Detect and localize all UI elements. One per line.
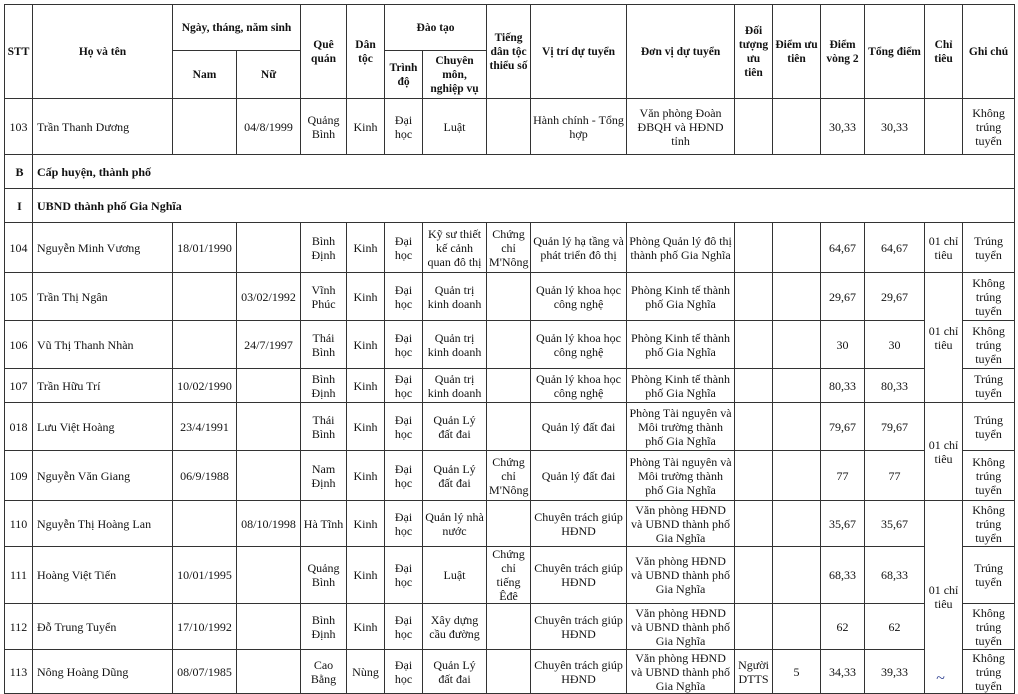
cell-female-dob	[237, 604, 301, 650]
cell-hometown: Bình Định	[301, 223, 347, 273]
cell-note: Không trúng tuyển	[963, 604, 1015, 650]
cell-note: Không trúng tuyển	[963, 650, 1015, 694]
cell-ethnicity: Kinh	[347, 547, 385, 604]
cell-male-dob: 23/4/1991	[173, 403, 237, 451]
header-ethnicity: Dân tộc	[347, 5, 385, 99]
cell-specialty: Quản Lý đất đai	[423, 403, 487, 451]
cell-total: 64,67	[865, 223, 925, 273]
cell-female-dob: 08/10/1998	[237, 501, 301, 547]
cell-level: Đại học	[385, 604, 423, 650]
cell-ethnicity: Kinh	[347, 501, 385, 547]
section-stt: I	[5, 189, 33, 223]
cell-level: Đại học	[385, 650, 423, 694]
section-title: UBND thành phố Gia Nghĩa	[33, 189, 1015, 223]
cell-language	[487, 369, 531, 403]
cell-position: Quản lý khoa học công nghệ	[531, 273, 627, 321]
cell-ethnicity: Kinh	[347, 99, 385, 155]
cell-position: Chuyên trách giúp HĐND	[531, 650, 627, 694]
cell-male-dob: 08/07/1985	[173, 650, 237, 694]
cell-priority-group	[735, 451, 773, 501]
cell-specialty: Xây dựng cầu đường	[423, 604, 487, 650]
cell-language: Chứng chỉ M'Nông	[487, 451, 531, 501]
cell-note: Trúng tuyển	[963, 403, 1015, 451]
cell-ethnicity: Kinh	[347, 369, 385, 403]
cell-name: Trần Thị Ngân	[33, 273, 173, 321]
section-title: Cấp huyện, thành phố	[33, 155, 1015, 189]
cell-specialty: Luật	[423, 547, 487, 604]
cell-position: Chuyên trách giúp HĐND	[531, 604, 627, 650]
section-row	[5, 155, 1015, 189]
cell-ethnicity: Kinh	[347, 273, 385, 321]
header-stt: STT	[5, 5, 33, 99]
cell-specialty: Quản Lý đất đai	[423, 650, 487, 694]
cell-stt: 107	[5, 369, 33, 403]
cell-language	[487, 501, 531, 547]
cell-priority-group	[735, 403, 773, 451]
header-training: Đào tạo	[385, 5, 487, 51]
cell-female-dob	[237, 650, 301, 694]
cell-priority-points	[773, 547, 821, 604]
header-name: Họ và tên	[33, 5, 173, 99]
cell-male-dob	[173, 273, 237, 321]
cell-note: Trúng tuyển	[963, 223, 1015, 273]
cell-unit: Văn phòng HĐND và UBND thành phố Gia Nghĩa	[627, 650, 735, 694]
cell-unit: Phòng Tài nguyên và Môi trường thành phố Gia Nghĩa	[627, 403, 735, 451]
cell-round2: 68,33	[821, 547, 865, 604]
cell-stt: 111	[5, 547, 33, 604]
cell-stt: 109	[5, 451, 33, 501]
cell-ethnicity: Kinh	[347, 403, 385, 451]
cell-priority-group: Người DTTS	[735, 650, 773, 694]
cell-unit: Văn phòng HĐND và UBND thành phố Gia Nghĩa	[627, 604, 735, 650]
cell-name: Nguyễn Minh Vương	[33, 223, 173, 273]
cell-stt: 018	[5, 403, 33, 451]
cell-position: Quản lý hạ tầng và phát triển đô thị	[531, 223, 627, 273]
cell-priority-points	[773, 604, 821, 650]
cell-round2: 35,67	[821, 501, 865, 547]
cell-priority-points	[773, 403, 821, 451]
cell-level: Đại học	[385, 547, 423, 604]
cell-position: Hành chính - Tổng hợp	[531, 99, 627, 155]
cell-specialty: Quản Lý đất đai	[423, 451, 487, 501]
cell-specialty: Luật	[423, 99, 487, 155]
cell-male-dob: 10/02/1990	[173, 369, 237, 403]
cell-priority-group	[735, 501, 773, 547]
cell-note: Không trúng tuyển	[963, 501, 1015, 547]
cell-total: 80,33	[865, 369, 925, 403]
cell-total: 35,67	[865, 501, 925, 547]
cell-priority-group	[735, 321, 773, 369]
table-row	[5, 369, 1015, 403]
header-minority-language: Tiếng dân tộc thiểu số	[487, 5, 531, 99]
cell-unit: Văn phòng HĐND và UBND thành phố Gia Nghĩa	[627, 547, 735, 604]
cell-total: 62	[865, 604, 925, 650]
cell-specialty: Kỹ sư thiết kế cảnh quan đô thị	[423, 223, 487, 273]
cell-round2: 79,67	[821, 403, 865, 451]
table-row	[5, 501, 1015, 547]
cell-total: 30,33	[865, 99, 925, 155]
header-position: Vị trí dự tuyển	[531, 5, 627, 99]
cell-round2: 29,67	[821, 273, 865, 321]
cell-stt: 105	[5, 273, 33, 321]
cell-unit: Phòng Tài nguyên và Môi trường thành phố Gia Nghĩa	[627, 451, 735, 501]
cell-female-dob	[237, 403, 301, 451]
cell-priority-points	[773, 451, 821, 501]
cell-specialty: Quản trị kinh doanh	[423, 273, 487, 321]
cell-total: 77	[865, 451, 925, 501]
cell-female-dob: 04/8/1999	[237, 99, 301, 155]
cell-ethnicity: Kinh	[347, 223, 385, 273]
header-male: Nam	[173, 51, 237, 99]
cell-position: Chuyên trách giúp HĐND	[531, 547, 627, 604]
cell-stt: 106	[5, 321, 33, 369]
header-specialty: Chuyên môn, nghiệp vụ	[423, 51, 487, 99]
cell-name: Hoàng Việt Tiến	[33, 547, 173, 604]
cell-ethnicity: Nùng	[347, 650, 385, 694]
header-birthdate: Ngày, tháng, năm sinh	[173, 5, 301, 51]
table-row	[5, 451, 1015, 501]
cell-round2: 30	[821, 321, 865, 369]
cell-unit: Văn phòng HĐND và UBND thành phố Gia Nghĩa	[627, 501, 735, 547]
cell-unit: Phòng Kinh tế thành phố Gia Nghĩa	[627, 321, 735, 369]
cell-stt: 103	[5, 99, 33, 155]
table-row	[5, 650, 1015, 694]
cell-total: 39,33	[865, 650, 925, 694]
cell-male-dob	[173, 321, 237, 369]
cell-ethnicity: Kinh	[347, 451, 385, 501]
cell-position: Quản lý đất đai	[531, 451, 627, 501]
cell-stt: 104	[5, 223, 33, 273]
header-note: Ghi chú	[963, 5, 1015, 99]
header-priority-points: Điểm ưu tiên	[773, 5, 821, 99]
cell-language	[487, 273, 531, 321]
cell-note: Trúng tuyển	[963, 369, 1015, 403]
cell-quota: 01 chỉ tiêu	[925, 273, 963, 403]
cell-language: Chứng chỉ tiếng Êđê	[487, 547, 531, 604]
cell-name: Nông Hoàng Dũng	[33, 650, 173, 694]
cell-stt: 113	[5, 650, 33, 694]
cell-name: Trần Thanh Dương	[33, 99, 173, 155]
cell-female-dob	[237, 547, 301, 604]
cell-position: Quản lý khoa học công nghệ	[531, 321, 627, 369]
cell-hometown: Nam Định	[301, 451, 347, 501]
cell-position: Quản lý đất đai	[531, 403, 627, 451]
cell-note: Trúng tuyển	[963, 547, 1015, 604]
cell-male-dob	[173, 501, 237, 547]
cell-position: Quản lý khoa học công nghệ	[531, 369, 627, 403]
table-row	[5, 321, 1015, 369]
cell-priority-points	[773, 321, 821, 369]
cell-priority-points: 5	[773, 650, 821, 694]
cell-unit: Phòng Quản lý đô thị thành phố Gia Nghĩa	[627, 223, 735, 273]
cell-hometown: Quảng Bình	[301, 99, 347, 155]
cell-language	[487, 99, 531, 155]
cell-priority-group	[735, 223, 773, 273]
cell-level: Đại học	[385, 273, 423, 321]
cell-level: Đại học	[385, 369, 423, 403]
cell-note: Không trúng tuyển	[963, 273, 1015, 321]
cell-level: Đại học	[385, 321, 423, 369]
candidate-results-table	[4, 4, 1015, 694]
table-row	[5, 547, 1015, 604]
cell-round2: 62	[821, 604, 865, 650]
cell-name: Nguyễn Thị Hoàng Lan	[33, 501, 173, 547]
cell-priority-group	[735, 547, 773, 604]
cell-language	[487, 321, 531, 369]
cell-round2: 30,33	[821, 99, 865, 155]
cell-total: 30	[865, 321, 925, 369]
cell-specialty: Quản trị kinh doanh	[423, 369, 487, 403]
cell-priority-group	[735, 604, 773, 650]
cell-quota: 01 chỉ tiêu	[925, 403, 963, 501]
cell-hometown: Thái Bình	[301, 321, 347, 369]
cell-hometown: Thái Bình	[301, 403, 347, 451]
cell-female-dob	[237, 451, 301, 501]
cell-ethnicity: Kinh	[347, 321, 385, 369]
table-row	[5, 223, 1015, 273]
cell-note: Không trúng tuyển	[963, 99, 1015, 155]
cell-female-dob	[237, 223, 301, 273]
table-row	[5, 604, 1015, 650]
cell-female-dob	[237, 369, 301, 403]
section-row	[5, 189, 1015, 223]
header-quota: Chỉ tiêu	[925, 5, 963, 99]
cell-note: Không trúng tuyển	[963, 451, 1015, 501]
cell-name: Lưu Việt Hoàng	[33, 403, 173, 451]
cell-position: Chuyên trách giúp HĐND	[531, 501, 627, 547]
cell-level: Đại học	[385, 99, 423, 155]
header-hometown: Quê quán	[301, 5, 347, 99]
cell-quota	[925, 99, 963, 155]
cell-unit: Phòng Kinh tế thành phố Gia Nghĩa	[627, 273, 735, 321]
cell-hometown: Vĩnh Phúc	[301, 273, 347, 321]
header-female: Nữ	[237, 51, 301, 99]
cell-priority-group	[735, 369, 773, 403]
cell-priority-points	[773, 99, 821, 155]
cell-hometown: Hà Tĩnh	[301, 501, 347, 547]
cell-level: Đại học	[385, 451, 423, 501]
cell-female-dob: 03/02/1992	[237, 273, 301, 321]
cell-round2: 80,33	[821, 369, 865, 403]
cell-name: Nguyễn Văn Giang	[33, 451, 173, 501]
table-row	[5, 99, 1015, 155]
cell-total: 68,33	[865, 547, 925, 604]
cell-ethnicity: Kinh	[347, 604, 385, 650]
cell-language	[487, 650, 531, 694]
cell-total: 29,67	[865, 273, 925, 321]
cell-round2: 77	[821, 451, 865, 501]
cell-hometown: Bình Định	[301, 369, 347, 403]
header-round2-score: Điểm vòng 2	[821, 5, 865, 99]
header-total-score: Tổng điểm	[865, 5, 925, 99]
cell-name: Vũ Thị Thanh Nhàn	[33, 321, 173, 369]
cell-male-dob: 10/01/1995	[173, 547, 237, 604]
cell-round2: 64,67	[821, 223, 865, 273]
section-stt: B	[5, 155, 33, 189]
cell-unit: Văn phòng Đoàn ĐBQH và HĐND tỉnh	[627, 99, 735, 155]
cell-language	[487, 403, 531, 451]
header-unit: Đơn vị dự tuyển	[627, 5, 735, 99]
cell-level: Đại học	[385, 403, 423, 451]
cell-male-dob: 06/9/1988	[173, 451, 237, 501]
cell-priority-points	[773, 223, 821, 273]
cell-male-dob	[173, 99, 237, 155]
cell-priority-points	[773, 273, 821, 321]
cell-name: Đỗ Trung Tuyển	[33, 604, 173, 650]
cell-total: 79,67	[865, 403, 925, 451]
cell-hometown: Bình Định	[301, 604, 347, 650]
cell-language	[487, 604, 531, 650]
cell-hometown: Cao Bằng	[301, 650, 347, 694]
cell-note: Không trúng tuyển	[963, 321, 1015, 369]
cell-priority-group	[735, 99, 773, 155]
cell-level: Đại học	[385, 223, 423, 273]
cell-quota: 01 chỉ tiêu	[925, 223, 963, 273]
cell-stt: 110	[5, 501, 33, 547]
cell-specialty: Quản lý nhà nước	[423, 501, 487, 547]
cell-unit: Phòng Kinh tế thành phố Gia Nghĩa	[627, 369, 735, 403]
table-row	[5, 403, 1015, 451]
cell-round2: 34,33	[821, 650, 865, 694]
cell-specialty: Quản trị kinh doanh	[423, 321, 487, 369]
cell-priority-points	[773, 501, 821, 547]
cell-hometown: Quảng Bình	[301, 547, 347, 604]
cell-language: Chứng chỉ M'Nông	[487, 223, 531, 273]
table-row	[5, 273, 1015, 321]
cell-name: Trần Hữu Trí	[33, 369, 173, 403]
cell-male-dob: 17/10/1992	[173, 604, 237, 650]
cell-female-dob: 24/7/1997	[237, 321, 301, 369]
ink-signature-mark: ~	[936, 670, 945, 687]
cell-stt: 112	[5, 604, 33, 650]
cell-priority-points	[773, 369, 821, 403]
cell-male-dob: 18/01/1990	[173, 223, 237, 273]
cell-level: Đại học	[385, 501, 423, 547]
cell-quota: 01 chỉ tiêu	[925, 501, 963, 694]
header-priority-group: Đối tượng ưu tiên	[735, 5, 773, 99]
cell-priority-group	[735, 273, 773, 321]
header-level: Trình độ	[385, 51, 423, 99]
